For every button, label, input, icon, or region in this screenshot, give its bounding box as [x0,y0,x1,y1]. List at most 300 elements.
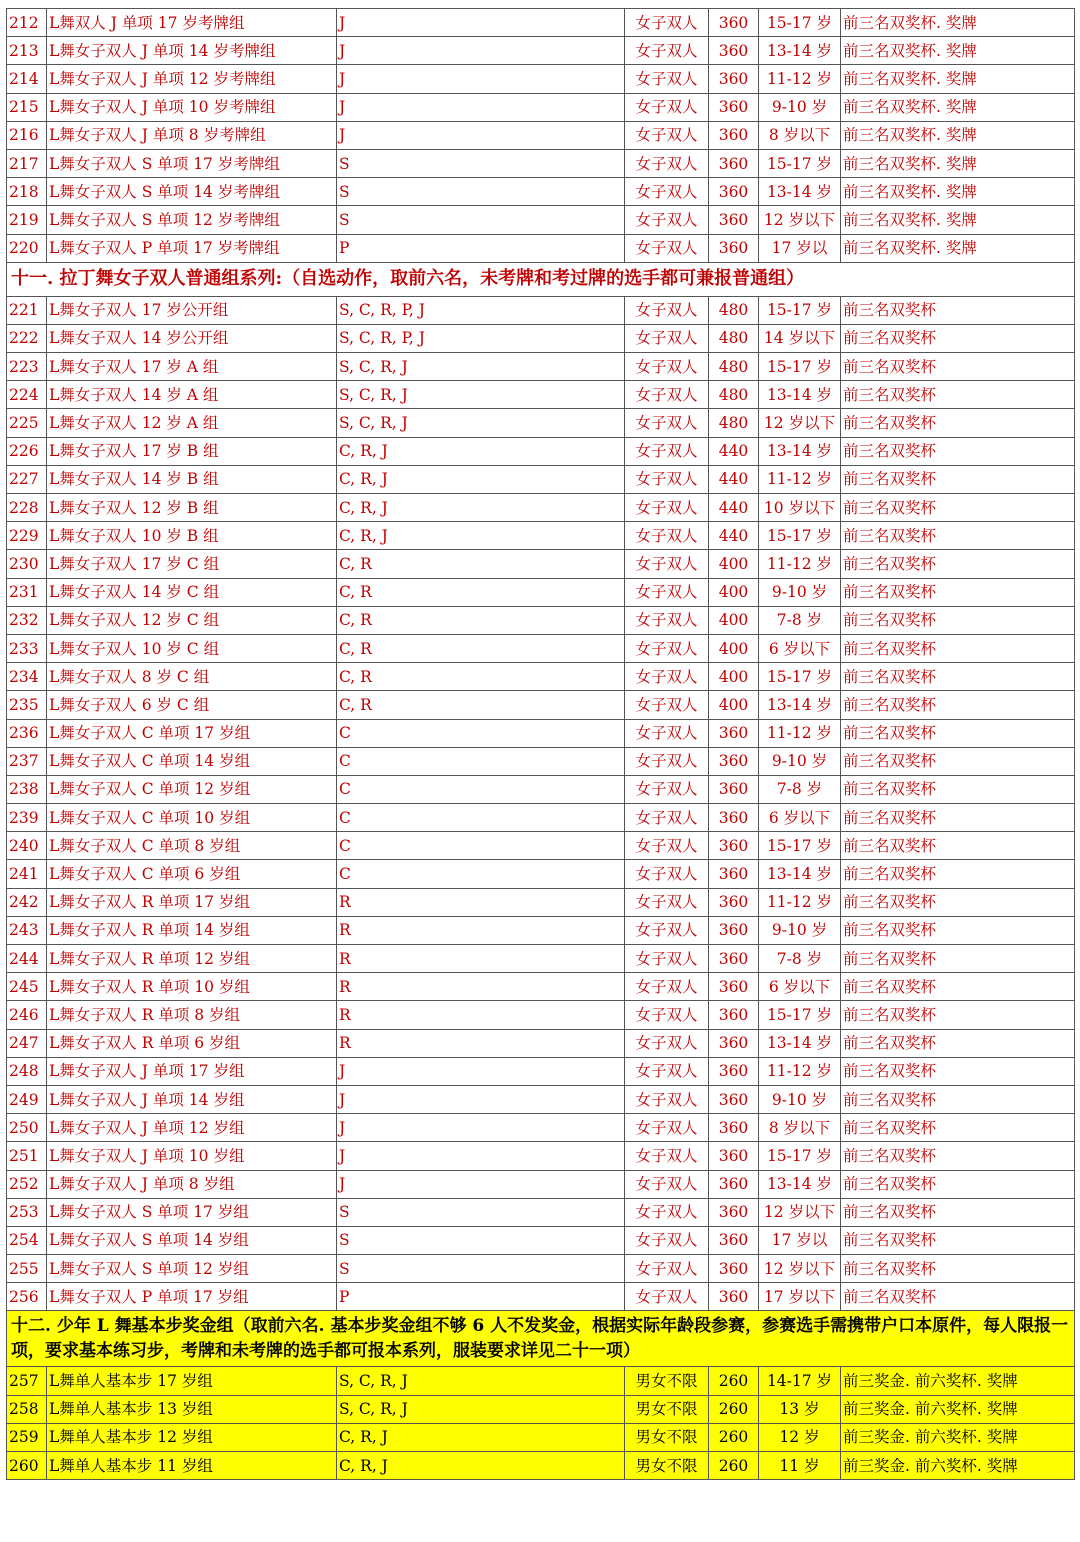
event-name-cell: L舞女子双人 S 单项 12 岁组 [47,1255,337,1283]
table-row [7,494,1075,522]
event-name-cell: L舞女子双人 S 单项 14 岁考牌组 [47,178,337,206]
event-number-cell: 250 [7,1114,47,1142]
age-range-cell: 15-17 岁 [759,522,841,550]
awards-cell: 前三名双奖杯 [841,494,1075,522]
category-cell: 女子双人 [625,65,709,93]
category-cell: 女子双人 [625,663,709,691]
fee-cell: 440 [709,465,759,493]
awards-cell: 前三名双奖杯 [841,1142,1075,1170]
awards-cell: 前三名双奖杯 [841,522,1075,550]
dances-cell: S, C, R, J [337,409,625,437]
category-cell: 女子双人 [625,1142,709,1170]
event-name-cell: L舞女子双人 6 岁 C 组 [47,691,337,719]
fee-cell: 360 [709,1114,759,1142]
dances-cell: C [337,719,625,747]
event-number-cell: 230 [7,550,47,578]
age-range-cell: 13-14 岁 [759,37,841,65]
table-row [7,606,1075,634]
event-name-cell: L舞女子双人 R 单项 12 岁组 [47,945,337,973]
event-name-cell: L舞女子双人 C 单项 12 岁组 [47,775,337,803]
fee-cell: 400 [709,606,759,634]
event-number-cell: 226 [7,437,47,465]
awards-cell: 前三名双奖杯. 奖牌 [841,149,1075,177]
event-number-cell: 258 [7,1395,47,1423]
dances-cell: S, C, R, J [337,381,625,409]
event-number-cell: 233 [7,634,47,662]
age-range-cell: 6 岁以下 [759,973,841,1001]
age-range-cell: 15-17 岁 [759,9,841,37]
event-number-cell: 212 [7,9,47,37]
fee-cell: 400 [709,634,759,662]
fee-cell: 360 [709,1170,759,1198]
event-number-cell: 252 [7,1170,47,1198]
event-name-cell: L舞女子双人 17 岁 B 组 [47,437,337,465]
age-range-cell: 15-17 岁 [759,832,841,860]
table-row [7,775,1075,803]
table-row [7,353,1075,381]
fee-cell: 360 [709,973,759,1001]
age-range-cell: 15-17 岁 [759,149,841,177]
event-name-cell: L舞女子双人 12 岁 A 组 [47,409,337,437]
event-name-cell: L舞单人基本步 17 岁组 [47,1367,337,1395]
category-cell: 女子双人 [625,1255,709,1283]
table-row [7,381,1075,409]
awards-cell: 前三名双奖杯 [841,409,1075,437]
table-row [7,1142,1075,1170]
awards-cell: 前三名双奖杯 [841,1001,1075,1029]
fee-cell: 360 [709,37,759,65]
dances-cell: R [337,1029,625,1057]
table-row [7,860,1075,888]
awards-cell: 前三名双奖杯 [841,1283,1075,1311]
awards-cell: 前三名双奖杯 [841,1198,1075,1226]
event-number-cell: 219 [7,206,47,234]
event-name-cell: L舞女子双人 C 单项 17 岁组 [47,719,337,747]
event-number-cell: 242 [7,888,47,916]
dances-cell: C, R [337,606,625,634]
table-row [7,296,1075,324]
dances-cell: C [337,747,625,775]
table-row [7,1170,1075,1198]
event-number-cell: 253 [7,1198,47,1226]
category-cell: 女子双人 [625,522,709,550]
dances-cell: J [337,1142,625,1170]
awards-cell: 前三名双奖杯 [841,1057,1075,1085]
event-name-cell: L舞女子双人 J 单项 14 岁组 [47,1085,337,1113]
dances-cell: C, R, J [337,522,625,550]
category-cell: 女子双人 [625,804,709,832]
awards-cell: 前三奖金. 前六奖杯. 奖牌 [841,1423,1075,1451]
dances-cell: R [337,973,625,1001]
table-row [7,409,1075,437]
category-cell: 女子双人 [625,888,709,916]
table-row [7,1029,1075,1057]
event-name-cell: L舞女子双人 C 单项 10 岁组 [47,804,337,832]
category-cell: 女子双人 [625,121,709,149]
age-range-cell: 17 岁以 [759,234,841,262]
dances-cell: J [337,1170,625,1198]
fee-cell: 360 [709,888,759,916]
category-cell: 女子双人 [625,747,709,775]
table-row [7,324,1075,352]
event-number-cell: 213 [7,37,47,65]
awards-cell: 前三名双奖杯 [841,353,1075,381]
dances-cell: R [337,888,625,916]
fee-cell: 440 [709,522,759,550]
category-cell: 女子双人 [625,149,709,177]
age-range-cell: 15-17 岁 [759,1142,841,1170]
dances-cell: J [337,9,625,37]
age-range-cell: 15-17 岁 [759,663,841,691]
event-name-cell: L舞女子双人 17 岁 A 组 [47,353,337,381]
age-range-cell: 13-14 岁 [759,691,841,719]
awards-cell: 前三奖金. 前六奖杯. 奖牌 [841,1367,1075,1395]
table-row [7,65,1075,93]
fee-cell: 360 [709,1001,759,1029]
dances-cell: C, R, J [337,437,625,465]
awards-cell: 前三名双奖杯. 奖牌 [841,121,1075,149]
event-name-cell: L舞单人基本步 13 岁组 [47,1395,337,1423]
category-cell: 女子双人 [625,37,709,65]
awards-cell: 前三名双奖杯. 奖牌 [841,37,1075,65]
category-cell: 女子双人 [625,494,709,522]
dances-cell: S [337,149,625,177]
fee-cell: 360 [709,775,759,803]
event-number-cell: 243 [7,916,47,944]
event-number-cell: 247 [7,1029,47,1057]
age-range-cell: 11-12 岁 [759,550,841,578]
awards-cell: 前三名双奖杯 [841,747,1075,775]
event-number-cell: 236 [7,719,47,747]
table-row [7,888,1075,916]
age-range-cell: 6 岁以下 [759,634,841,662]
dances-cell: S [337,206,625,234]
dances-cell: C [337,832,625,860]
awards-cell: 前三名双奖杯. 奖牌 [841,93,1075,121]
event-number-cell: 248 [7,1057,47,1085]
table-row [7,1423,1075,1451]
age-range-cell: 15-17 岁 [759,353,841,381]
age-range-cell: 17 岁以 [759,1226,841,1254]
event-name-cell: L舞女子双人 10 岁 C 组 [47,634,337,662]
awards-cell: 前三名双奖杯. 奖牌 [841,234,1075,262]
fee-cell: 480 [709,353,759,381]
event-number-cell: 246 [7,1001,47,1029]
category-cell: 女子双人 [625,437,709,465]
age-range-cell: 13-14 岁 [759,178,841,206]
dances-cell: J [337,65,625,93]
dances-cell: S [337,1198,625,1226]
dances-cell: S, C, R, J [337,1367,625,1395]
category-cell: 女子双人 [625,234,709,262]
age-range-cell: 9-10 岁 [759,578,841,606]
awards-cell: 前三名双奖杯 [841,578,1075,606]
event-name-cell: L舞单人基本步 12 岁组 [47,1423,337,1451]
age-range-cell: 7-8 岁 [759,945,841,973]
dances-cell: C [337,860,625,888]
table-row [7,634,1075,662]
age-range-cell: 11-12 岁 [759,719,841,747]
event-number-cell: 240 [7,832,47,860]
event-number-cell: 254 [7,1226,47,1254]
table-row [7,1001,1075,1029]
dances-cell: C, R, J [337,1423,625,1451]
event-name-cell: L舞双人 J 单项 17 岁考牌组 [47,9,337,37]
table-row [7,973,1075,1001]
awards-cell: 前三名双奖杯. 奖牌 [841,9,1075,37]
event-name-cell: L舞女子双人 J 单项 8 岁考牌组 [47,121,337,149]
dances-cell: S [337,1226,625,1254]
category-cell: 女子双人 [625,634,709,662]
section-heading-12 [7,1311,1075,1367]
category-cell: 女子双人 [625,1057,709,1085]
fee-cell: 400 [709,663,759,691]
awards-cell: 前三名双奖杯 [841,888,1075,916]
dances-cell: J [337,1057,625,1085]
event-name-cell: L舞女子双人 14 岁 C 组 [47,578,337,606]
event-number-cell: 217 [7,149,47,177]
age-range-cell: 11-12 岁 [759,1057,841,1085]
event-name-cell: L舞女子双人 S 单项 12 岁考牌组 [47,206,337,234]
dances-cell: P [337,234,625,262]
dances-cell: J [337,93,625,121]
awards-cell: 前三名双奖杯 [841,860,1075,888]
age-range-cell: 6 岁以下 [759,804,841,832]
fee-cell: 360 [709,1255,759,1283]
section-heading-12-text: 十二. 少年 L 舞基本步奖金组（取前六名. 基本步奖金组不够 6 人不发奖金，根据实际年龄段参赛，参赛选手需携带户口本原件，每人限报一项，要求基本练习步，考牌和未考牌的选手都可报本系列，服装要求详见二十一项） [7,1311,1075,1367]
awards-cell: 前三名双奖杯 [841,973,1075,1001]
age-range-cell: 8 岁以下 [759,1114,841,1142]
category-cell: 女子双人 [625,324,709,352]
table-row [7,916,1075,944]
event-name-cell: L舞女子双人 J 单项 10 岁考牌组 [47,93,337,121]
category-cell: 女子双人 [625,775,709,803]
category-cell: 女子双人 [625,1198,709,1226]
category-cell: 女子双人 [625,206,709,234]
awards-cell: 前三名双奖杯 [841,634,1075,662]
awards-cell: 前三名双奖杯 [841,606,1075,634]
age-range-cell: 12 岁以下 [759,206,841,234]
fee-cell: 480 [709,409,759,437]
age-range-cell: 7-8 岁 [759,775,841,803]
event-number-cell: 234 [7,663,47,691]
event-number-cell: 223 [7,353,47,381]
table-row [7,1452,1075,1480]
fee-cell: 360 [709,719,759,747]
event-name-cell: L舞女子双人 8 岁 C 组 [47,663,337,691]
dances-cell: C, R [337,691,625,719]
event-name-cell: L舞女子双人 J 单项 12 岁组 [47,1114,337,1142]
fee-cell: 360 [709,1283,759,1311]
event-name-cell: L舞女子双人 S 单项 17 岁组 [47,1198,337,1226]
event-number-cell: 225 [7,409,47,437]
age-range-cell: 11-12 岁 [759,465,841,493]
event-number-cell: 214 [7,65,47,93]
dances-cell: S, C, R, P, J [337,324,625,352]
awards-cell: 前三奖金. 前六奖杯. 奖牌 [841,1452,1075,1480]
dances-cell: C, R, J [337,1452,625,1480]
awards-cell: 前三名双奖杯 [841,1226,1075,1254]
category-cell: 女子双人 [625,945,709,973]
event-name-cell: L舞女子双人 J 单项 17 岁组 [47,1057,337,1085]
event-number-cell: 216 [7,121,47,149]
table-row [7,1226,1075,1254]
dances-cell: C, R [337,550,625,578]
dances-cell: S, C, R, J [337,1395,625,1423]
category-cell: 女子双人 [625,1283,709,1311]
dances-cell: C [337,775,625,803]
age-range-cell: 11 岁 [759,1452,841,1480]
dances-cell: P [337,1283,625,1311]
category-cell: 女子双人 [625,409,709,437]
category-cell: 男女不限 [625,1395,709,1423]
age-range-cell: 8 岁以下 [759,121,841,149]
awards-cell: 前三名双奖杯 [841,1029,1075,1057]
dances-cell: S, C, R, P, J [337,296,625,324]
section-heading-11 [7,262,1075,296]
table-row [7,945,1075,973]
age-range-cell: 13-14 岁 [759,381,841,409]
event-number-cell: 227 [7,465,47,493]
event-number-cell: 256 [7,1283,47,1311]
fee-cell: 480 [709,296,759,324]
dances-cell: J [337,1085,625,1113]
event-name-cell: L舞女子双人 S 单项 14 岁组 [47,1226,337,1254]
age-range-cell: 9-10 岁 [759,916,841,944]
age-range-cell: 11-12 岁 [759,888,841,916]
event-number-cell: 249 [7,1085,47,1113]
fee-cell: 440 [709,494,759,522]
awards-cell: 前三名双奖杯 [841,719,1075,747]
fee-cell: 360 [709,234,759,262]
table-row [7,663,1075,691]
awards-cell: 前三名双奖杯 [841,1255,1075,1283]
dances-cell: R [337,916,625,944]
fee-cell: 360 [709,1085,759,1113]
age-range-cell: 15-17 岁 [759,296,841,324]
table-row [7,578,1075,606]
fee-cell: 360 [709,178,759,206]
fee-cell: 360 [709,93,759,121]
event-number-cell: 245 [7,973,47,1001]
event-name-cell: L舞女子双人 P 单项 17 岁组 [47,1283,337,1311]
category-cell: 女子双人 [625,465,709,493]
category-cell: 女子双人 [625,1114,709,1142]
age-range-cell: 13-14 岁 [759,1170,841,1198]
table-row [7,1367,1075,1395]
category-cell: 女子双人 [625,178,709,206]
event-name-cell: L舞单人基本步 11 岁组 [47,1452,337,1480]
age-range-cell: 14 岁以下 [759,324,841,352]
table-row [7,691,1075,719]
age-range-cell: 17 岁以下 [759,1283,841,1311]
table-row [7,121,1075,149]
category-cell: 男女不限 [625,1367,709,1395]
event-name-cell: L舞女子双人 17 岁 C 组 [47,550,337,578]
category-cell: 女子双人 [625,381,709,409]
category-cell: 女子双人 [625,1029,709,1057]
event-number-cell: 221 [7,296,47,324]
awards-cell: 前三名双奖杯 [841,1170,1075,1198]
table-row [7,234,1075,262]
age-range-cell: 9-10 岁 [759,93,841,121]
category-cell: 女子双人 [625,719,709,747]
category-cell: 女子双人 [625,1170,709,1198]
dances-cell: S [337,1255,625,1283]
event-name-cell: L舞女子双人 J 单项 8 岁组 [47,1170,337,1198]
event-number-cell: 232 [7,606,47,634]
category-cell: 女子双人 [625,832,709,860]
category-cell: 男女不限 [625,1423,709,1451]
table-row [7,9,1075,37]
category-cell: 男女不限 [625,1452,709,1480]
event-name-cell: L舞女子双人 J 单项 14 岁考牌组 [47,37,337,65]
fee-cell: 360 [709,945,759,973]
awards-cell: 前三奖金. 前六奖杯. 奖牌 [841,1395,1075,1423]
dances-cell: C, R [337,663,625,691]
event-number-cell: 228 [7,494,47,522]
event-number-cell: 218 [7,178,47,206]
category-cell: 女子双人 [625,860,709,888]
event-table [6,8,1075,1480]
event-number-cell: 251 [7,1142,47,1170]
event-name-cell: L舞女子双人 R 单项 10 岁组 [47,973,337,1001]
fee-cell: 260 [709,1395,759,1423]
category-cell: 女子双人 [625,1085,709,1113]
category-cell: 女子双人 [625,691,709,719]
fee-cell: 360 [709,860,759,888]
fee-cell: 360 [709,1198,759,1226]
awards-cell: 前三名双奖杯. 奖牌 [841,206,1075,234]
age-range-cell: 9-10 岁 [759,747,841,775]
table-row [7,804,1075,832]
awards-cell: 前三名双奖杯 [841,663,1075,691]
table-row [7,1198,1075,1226]
table-row [7,206,1075,234]
event-name-cell: L舞女子双人 J 单项 12 岁考牌组 [47,65,337,93]
table-row [7,37,1075,65]
category-cell: 女子双人 [625,606,709,634]
category-cell: 女子双人 [625,550,709,578]
age-range-cell: 15-17 岁 [759,1001,841,1029]
fee-cell: 360 [709,804,759,832]
event-number-cell: 237 [7,747,47,775]
event-name-cell: L舞女子双人 C 单项 6 岁组 [47,860,337,888]
awards-cell: 前三名双奖杯 [841,324,1075,352]
event-number-cell: 255 [7,1255,47,1283]
age-range-cell: 12 岁以下 [759,1198,841,1226]
event-name-cell: L舞女子双人 C 单项 8 岁组 [47,832,337,860]
event-name-cell: L舞女子双人 12 岁 B 组 [47,494,337,522]
awards-cell: 前三名双奖杯. 奖牌 [841,65,1075,93]
event-name-cell: L舞女子双人 S 单项 17 岁考牌组 [47,149,337,177]
fee-cell: 360 [709,747,759,775]
category-cell: 女子双人 [625,93,709,121]
event-name-cell: L舞女子双人 R 单项 6 岁组 [47,1029,337,1057]
table-row [7,1283,1075,1311]
fee-cell: 480 [709,381,759,409]
category-cell: 女子双人 [625,353,709,381]
fee-cell: 360 [709,206,759,234]
table-row [7,437,1075,465]
fee-cell: 360 [709,65,759,93]
fee-cell: 360 [709,149,759,177]
age-range-cell: 13 岁 [759,1395,841,1423]
age-range-cell: 7-8 岁 [759,606,841,634]
event-name-cell: L舞女子双人 C 单项 14 岁组 [47,747,337,775]
dances-cell: J [337,1114,625,1142]
table-row [7,522,1075,550]
